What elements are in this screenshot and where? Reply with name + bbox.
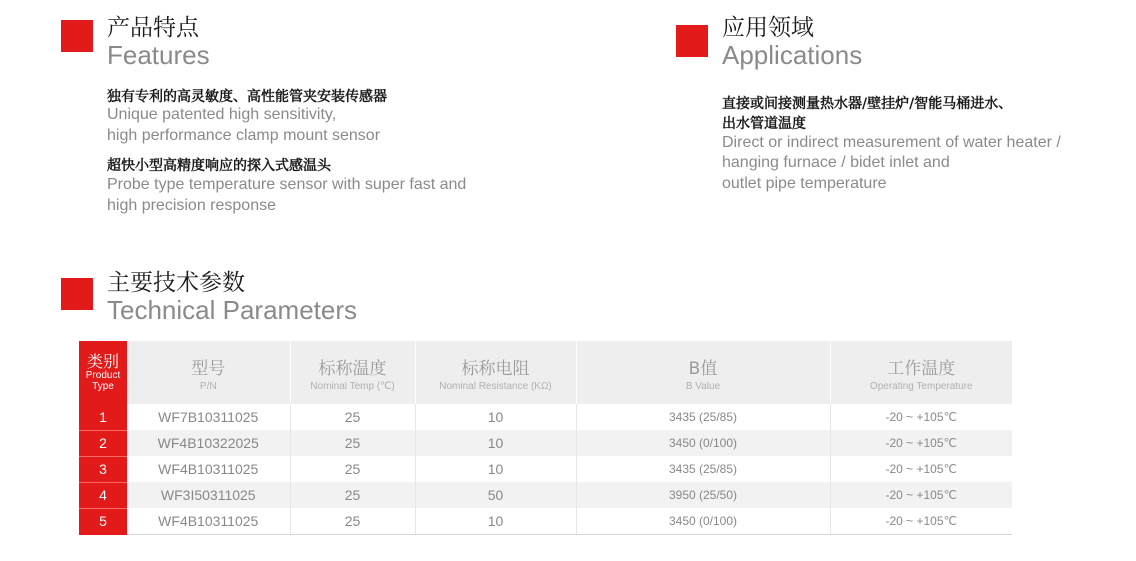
cell-resistance: 10 xyxy=(415,404,576,430)
feature-2-cn: 超快小型高精度响应的探入式感温头 xyxy=(107,158,331,174)
cell-resistance: 10 xyxy=(415,456,576,482)
table-row xyxy=(79,456,1012,482)
cell-temp: 25 xyxy=(290,508,415,534)
cell-operating-temp: -20 ~ +105℃ xyxy=(830,456,1012,482)
cell-type: 5 xyxy=(79,508,127,534)
cell-pn: WF4B10311025 xyxy=(127,456,290,482)
table-header-row xyxy=(79,341,1012,404)
header-pn-en: P/N xyxy=(199,380,217,392)
cell-operating-temp: -20 ~ +105℃ xyxy=(830,482,1012,508)
technical-title-cn: 主要技术参数 xyxy=(107,270,245,296)
header-nominal-resistance-en: Nominal Resistance (KΩ) xyxy=(439,380,552,392)
cell-operating-temp: -20 ~ +105℃ xyxy=(830,430,1012,456)
cell-operating-temp: -20 ~ +105℃ xyxy=(830,404,1012,430)
table-row xyxy=(79,508,1012,534)
cell-b-value: 3435 (25/85) xyxy=(576,456,830,482)
table-row xyxy=(79,404,1012,430)
cell-temp: 25 xyxy=(290,456,415,482)
applications-en-line2: hanging furnace / bidet inlet and xyxy=(722,154,950,171)
cell-resistance: 10 xyxy=(415,508,576,534)
feature-1-en-line1: Unique patented high sensitivity, xyxy=(107,106,337,123)
header-product-type-cn: 类别 xyxy=(86,352,119,371)
header-product-type xyxy=(79,341,127,404)
parameters-table xyxy=(79,341,1012,535)
technical-marker xyxy=(61,278,93,310)
header-operating-temp-cn: 工作温度 xyxy=(887,358,956,379)
features-title-en: Features xyxy=(107,40,210,70)
cell-resistance: 10 xyxy=(415,430,576,456)
applications-marker xyxy=(676,25,708,57)
table-row xyxy=(79,430,1012,456)
header-nominal-resistance-cn: 标称电阻 xyxy=(461,358,530,379)
header-operating-temp-en: Operating Temperature xyxy=(869,380,973,392)
header-product-type-en: Product Type xyxy=(85,370,121,392)
applications-title-cn: 应用领域 xyxy=(722,15,814,41)
header-operating-temp xyxy=(830,341,1012,404)
header-b-value xyxy=(576,341,830,404)
applications-en-line1: Direct or indirect measurement of water heater / xyxy=(722,134,1061,151)
cell-temp: 25 xyxy=(290,430,415,456)
cell-b-value: 3450 (0/100) xyxy=(576,508,830,534)
cell-operating-temp: -20 ~ +105℃ xyxy=(830,508,1012,534)
feature-2-en-line2: high precision response xyxy=(107,197,276,214)
feature-1-cn: 独有专利的高灵敏度、高性能管夹安装传感器 xyxy=(107,89,387,105)
header-nominal-temp-cn: 标称温度 xyxy=(318,358,387,379)
technical-title-en: Technical Parameters xyxy=(107,295,357,325)
cell-temp: 25 xyxy=(290,482,415,508)
header-pn-cn: 型号 xyxy=(191,358,226,379)
features-marker xyxy=(61,20,93,52)
header-nominal-resistance xyxy=(415,341,576,404)
cell-pn: WF4B10322025 xyxy=(127,430,290,456)
applications-en-line3: outlet pipe temperature xyxy=(722,175,887,192)
cell-type: 4 xyxy=(79,482,127,508)
cell-b-value: 3435 (25/85) xyxy=(576,404,830,430)
table-row xyxy=(79,482,1012,508)
cell-type: 1 xyxy=(79,404,127,430)
features-title-cn: 产品特点 xyxy=(107,15,199,41)
cell-resistance: 50 xyxy=(415,482,576,508)
applications-cn-line2: 出水管道温度 xyxy=(722,116,806,132)
feature-1-en-line2: high performance clamp mount sensor xyxy=(107,127,381,144)
cell-type: 2 xyxy=(79,430,127,456)
header-nominal-temp xyxy=(290,341,415,404)
feature-2-en-line1: Probe type temperature sensor with super fast and xyxy=(107,176,467,193)
cell-pn: WF3I50311025 xyxy=(127,482,290,508)
cell-pn: WF7B10311025 xyxy=(127,404,290,430)
cell-b-value: 3950 (25/50) xyxy=(576,482,830,508)
header-nominal-temp-en: Nominal Temp (℃) xyxy=(310,380,395,392)
cell-temp: 25 xyxy=(290,404,415,430)
applications-cn-line1: 直接或间接测量热水器/壁挂炉/智能马桶进水、 xyxy=(722,96,1013,112)
header-pn xyxy=(127,341,290,404)
header-b-value-en: B Value xyxy=(685,380,721,392)
header-b-value-cn: B值 xyxy=(688,358,718,379)
applications-title-en: Applications xyxy=(722,40,863,70)
cell-pn: WF4B10311025 xyxy=(127,508,290,534)
cell-b-value: 3450 (0/100) xyxy=(576,430,830,456)
cell-type: 3 xyxy=(79,456,127,482)
